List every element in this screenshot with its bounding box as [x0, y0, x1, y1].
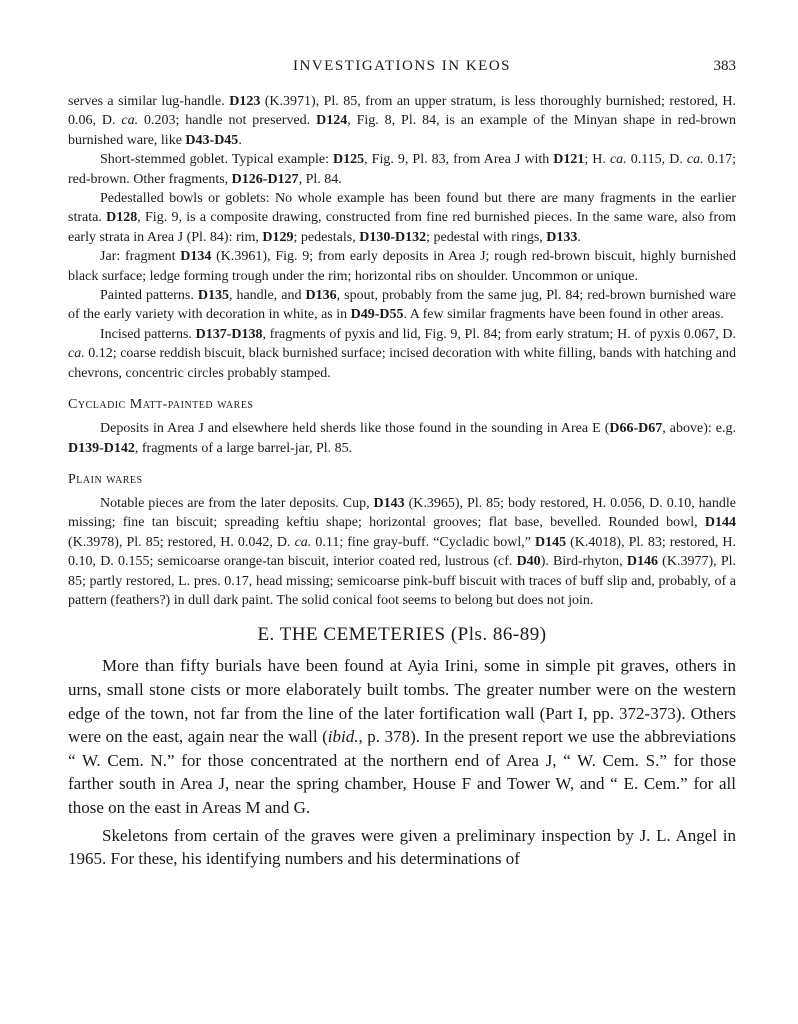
catalog-ref: D143 [373, 495, 405, 511]
catalog-ref: D123 [229, 94, 261, 109]
running-title: INVESTIGATIONS IN KEOS [293, 58, 511, 74]
paragraph-plain: Notable pieces are from the later deposits. Cup, D143 (K.3965), Pl. 85; body restored, H. 0.056, D. 0.10, handle missing; fine tan biscuit; spreading keftiu shape; horizontal grooves; flat base, bevelled. Rounded bowl, D144 (K.3978), Pl. 85; restored, H. 0.042, D. ca. 0.11; fine gray-buff. “Cycladic bowl,” D145 (K.4018), Pl. 83; restored, H. 0.10, D. 0.155; semicoarse orange-tan biscuit, interior coated red, lustrous (cf. D40). Bird-rhyton, D146 (K.3977), Pl. 85; partly restored, L. pres. 0.17, head missing; semicoarse pink-buff biscuit with traces of buff slip and, probably, of a pattern (feathers?) in dull dark paint. The solid conical foot seems to belong but does not join. [68, 495, 737, 608]
catalog-ref: D124 [316, 113, 348, 129]
catalog-ref: D135 [197, 288, 229, 304]
catalog-ref: D128 [106, 210, 138, 226]
catalog-ref: D136 [305, 288, 337, 304]
catalog-ref: D146 [626, 554, 658, 570]
paragraph-pedestalled: Pedestalled bowls or goblets: No whole example has been found but there are many fragments in the earlier strata. D128, Fig. 9, is a composite drawing, constructed from fine red burnished pieces. In the same ware, also from early strata in Area J (Pl. 84): rim, D129; pedestals, D130-D132; pedestal with rings, D133. [68, 191, 736, 245]
catalog-ref: D133 [546, 229, 578, 245]
catalog-ref: D129 [262, 229, 294, 245]
catalog-ref: D134 [180, 249, 212, 265]
page-body [68, 92, 736, 871]
catalog-ref: D145 [534, 534, 567, 550]
catalog-ref: D139-D142 [68, 440, 135, 456]
section-heading-cycladic: Cycladic Matt-painted wares [68, 397, 254, 413]
catalog-ref: D144 [704, 515, 736, 531]
catalog-ref: D125 [333, 152, 365, 168]
catalog-ref: D49-D55 [350, 307, 404, 323]
paragraph-incised: Incised patterns. D137-D138, fragments of pyxis and lid, Fig. 9, Pl. 84; from early stratum; H. of pyxis 0.067, D. ca. 0.12; coarse reddish biscuit, black burnished surface; incised decoration with white filling, bands with hatching and chevrons, concentric circles probably stamped. [68, 326, 737, 381]
catalog-ref: D66-D67 [609, 421, 663, 437]
paragraph-jar: Jar: fragment D134 (K.3961), Fig. 9; from early deposits in Area J; rough red-brown biscuit, highly burnished black surface; ledge forming trough under the rim; horizontal ribs on shoulder. Uncommon or unique. [68, 249, 736, 284]
paragraph-burials: More than fifty burials have been found at Ayia Irini, some in simple pit graves, others in urns, small stone cists or more elaborately built tombs. The greater number were on the western edge of the town, not far from the line of the later fortification wall (Part I, pp. 372-373). Others were on the east, again near the wall (ibid., p. 378). In the present report we use the abbreviations “ W. Cem. N.” for those concentrated at the northern end of Area J, “ W. Cem. S.” for those farther south in Area J, near the spring chamber, House F and Tower W, and “ E. Cem.” for all those on the east in Areas M and G. [68, 656, 737, 817]
paragraph-painted: Painted patterns. D135, handle, and D136, spout, probably from the same jug, Pl. 84; red-brown burnished ware of the early variety with decoration in white, as in D49-D55. A few similar fragments have been found in other areas. [68, 288, 737, 323]
section-heading-plain: Plain wares [68, 471, 143, 487]
catalog-ref: D126-D127 [231, 171, 299, 187]
catalog-ref: D130-D132 [359, 229, 427, 245]
catalog-ref: D137-D138 [195, 326, 263, 342]
catalog-ref: D40 [516, 554, 541, 570]
paragraph-skeletons: Skeletons from certain of the graves were given a preliminary inspection by J. L. Angel in 1965. For these, his identifying numbers and his determinations of [68, 825, 736, 869]
page-header [68, 58, 736, 78]
paragraph-goblet: Short-stemmed goblet. Typical example: D125, Fig. 9, Pl. 83, from Area J with D121; H. ca. 0.115, D. ca. 0.17; red-brown. Other fragments, D126-D127, Pl. 84. [68, 152, 736, 187]
catalog-ref: D43-D45 [185, 132, 239, 148]
paragraph-cycladic: Deposits in Area J and elsewhere held sherds like those found in the sounding in Area E (D66-D67, above): e.g. D139-D142, fragments of a large barrel-jar, Pl. 85. [68, 421, 736, 456]
section-heading-cemeteries: E. THE CEMETERIES (Pls. 86-89) [257, 624, 547, 646]
catalog-ref: D121 [553, 152, 585, 168]
paragraph-d123: serves a similar lug-handle. D123 (K.3971), Pl. 85, from an upper stratum, is less thoroughly burnished; restored, H. 0.06, D. ca. 0.203; handle not preserved. D124, Fig. 8, Pl. 84, is an example of the Minyan shape in red-brown burnished ware, like D43-D45. [68, 94, 736, 148]
page-number: 383 [713, 58, 736, 74]
